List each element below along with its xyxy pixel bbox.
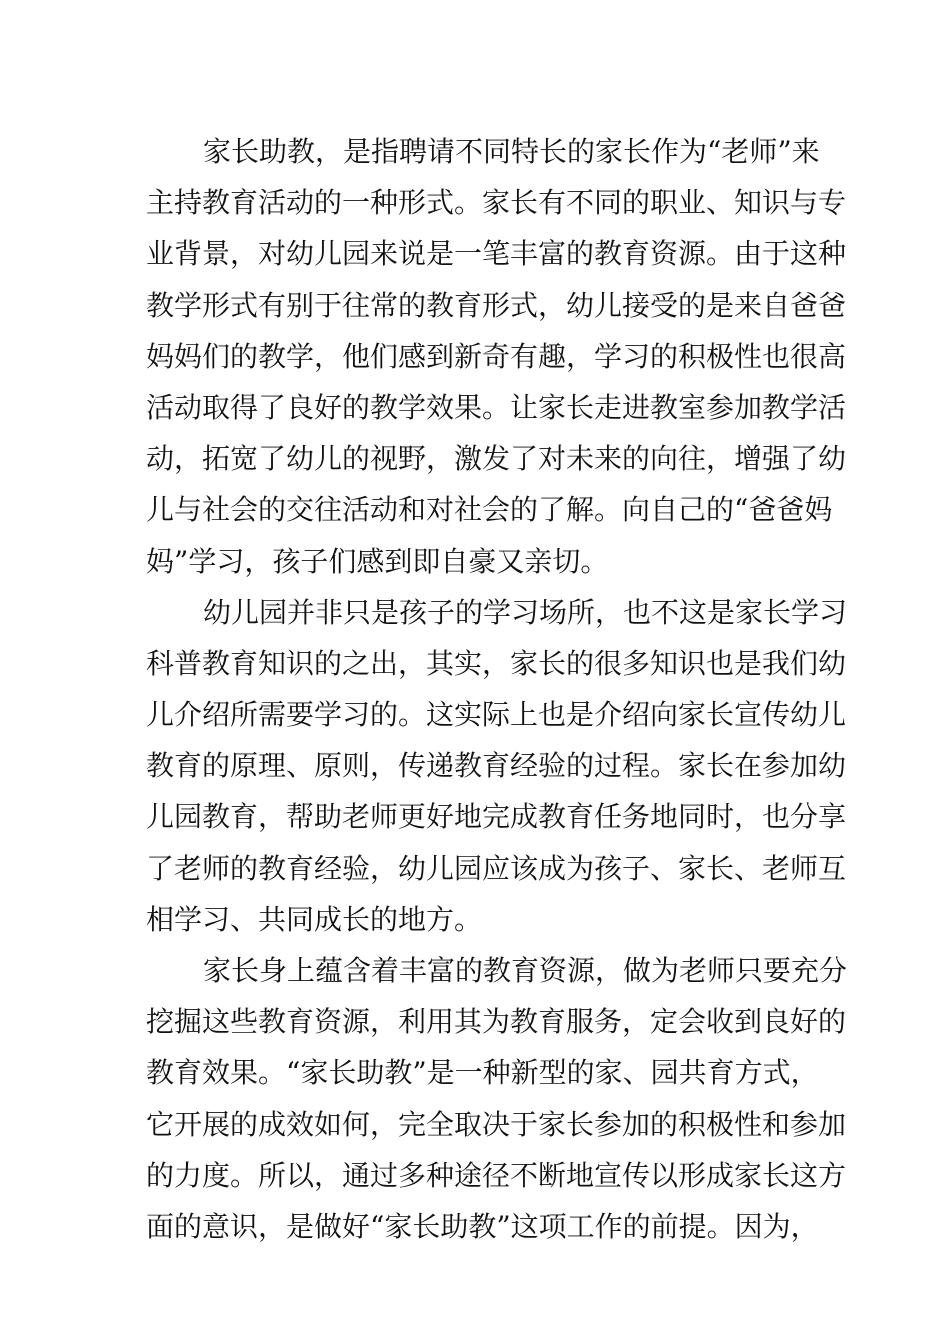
text-line: 业背景，对幼儿园来说是一笔丰富的教育资源。由于这种 [146,237,847,271]
text-line: 妈妈们的教学，他们感到新奇有趣，学习的积极性也很高 [146,339,847,373]
text-line: 儿园教育，帮助老师更好地完成教育任务地同时，也分享 [146,800,847,834]
text-line: 挖掘这些教育资源，利用其为教育服务，定会收到良好的 [146,1005,847,1039]
text-line: 家长身上蕴含着丰富的教育资源，做为老师只要充分 [203,954,848,987]
text-line: 了老师的教育经验，幼儿园应该成为孩子、家长、老师互 [146,851,847,885]
text-line: 儿介绍所需要学习的。这实际上也是介绍向家长宣传幼儿 [146,698,847,732]
text-line: 面的意识，是做好“家长助教”这项工作的前提。因为， [146,1209,819,1243]
text-line: 家长助教，是指聘请不同特长的家长作为“老师”来 [203,135,820,168]
paragraph-1 [146,126,847,587]
text-line: 活动取得了良好的教学效果。让家长走进教室参加教学活 [146,390,847,424]
text-line: 教育的原理、原则，传递教育经验的过程。家长在参加幼 [146,749,847,783]
text-line: 的力度。所以，通过多种途径不断地宣传以形成家长这方 [146,1158,847,1192]
text-line: 科普教育知识的之出，其实，家长的很多知识也是我们幼 [146,646,847,680]
text-line: 动，拓宽了幼儿的视野，激发了对未来的向往，增强了幼 [146,442,847,476]
paragraph-2 [146,587,848,945]
text-line: 教学形式有别于往常的教育形式，幼儿接受的是来自爸爸 [146,288,847,322]
paragraph-3 [146,945,848,1252]
document-body [146,126,848,1252]
text-line: 教育效果。“家长助教”是一种新型的家、园共育方式， [146,1056,819,1090]
text-line: 它开展的成效如何，完全取决于家长参加的积极性和参加 [146,1107,847,1141]
text-line: 儿与社会的交往活动和对社会的了解。向自己的“爸爸妈 [146,493,833,527]
text-line: 主持教育活动的一种形式。家长有不同的职业、知识与专 [146,186,847,220]
text-line: 相学习、共同成长的地方。 [146,902,483,936]
text-line: 幼儿园并非只是孩子的学习场所，也不这是家长学习 [203,595,848,629]
text-line: 妈”学习，孩子们感到即自豪又亲切。 [146,544,609,578]
